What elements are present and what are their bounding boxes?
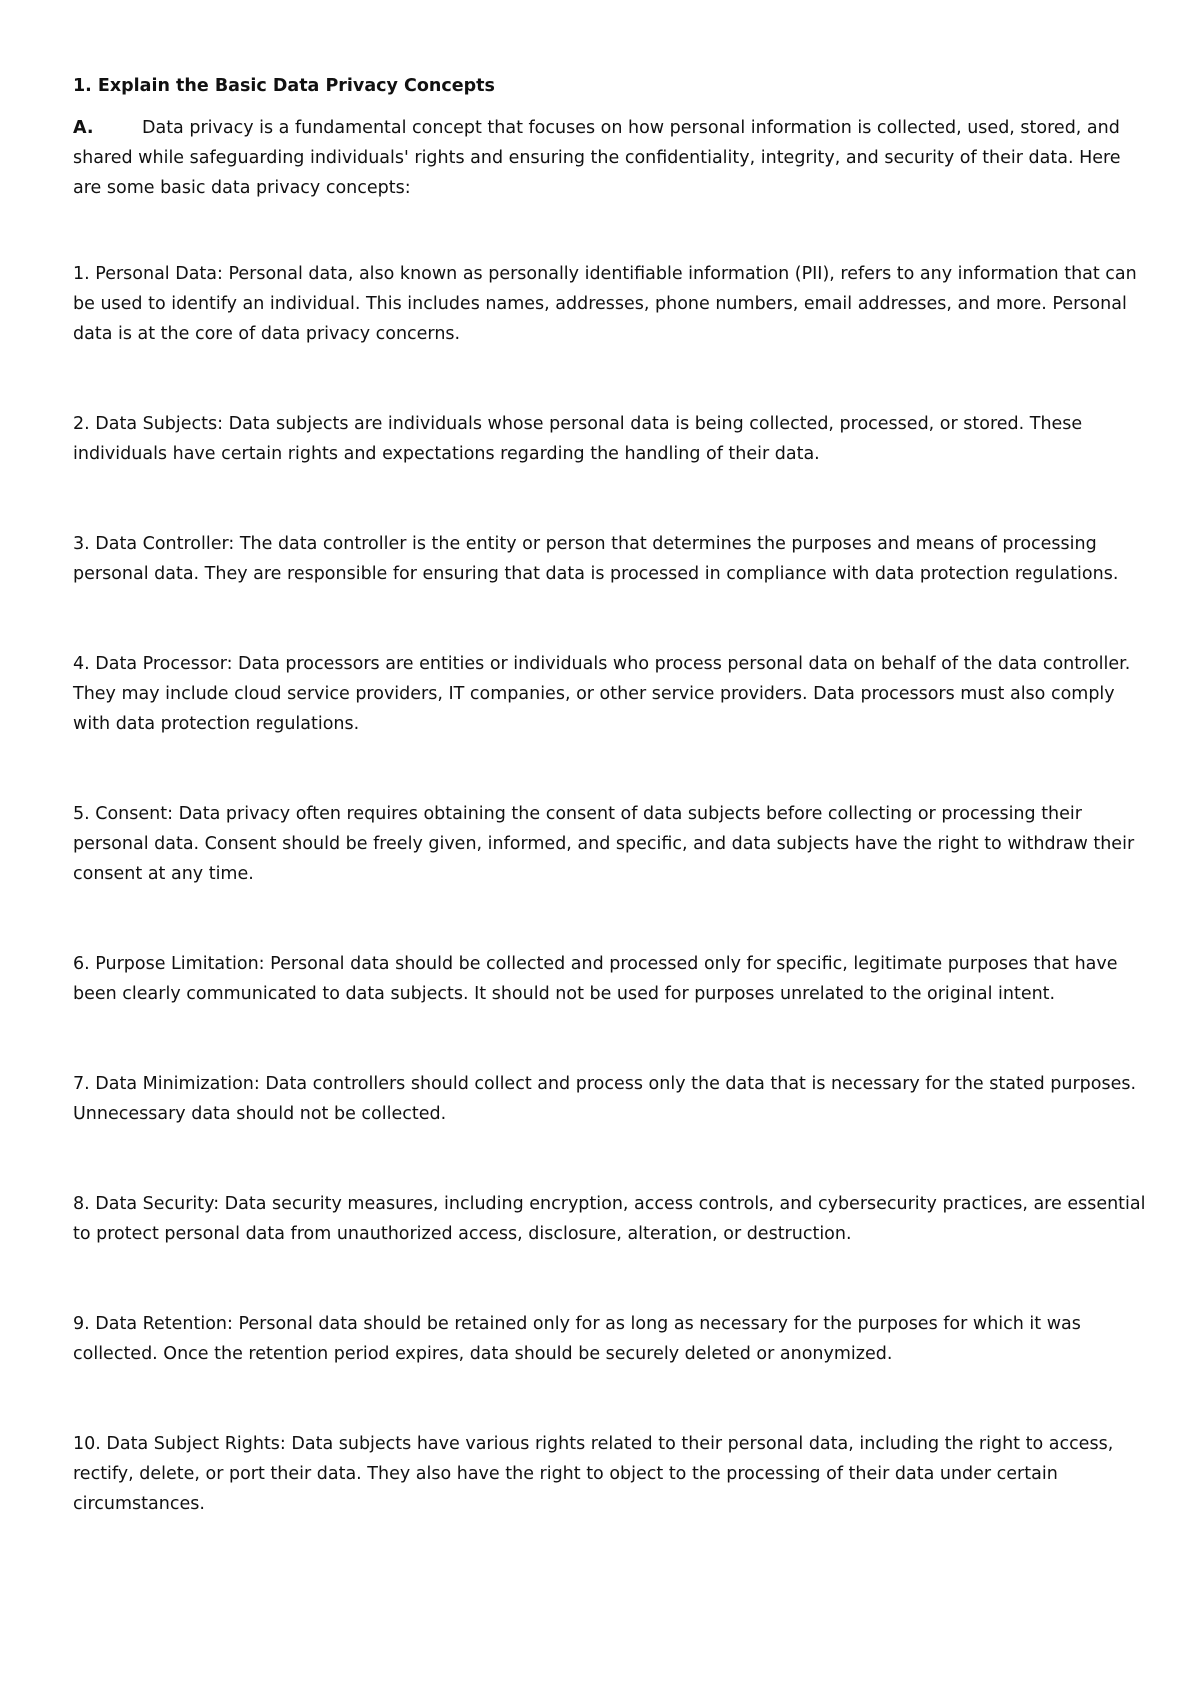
intro-text: Data privacy is a fundamental concept that focuses on how personal information is collected, used, stored, and shared while safeguarding individuals' rights and ensuring the confidentiality, integrity, and security of their data. Here are some basic data privacy concepts: [73, 118, 1121, 198]
document-body [73, 71, 1148, 1519]
intro-label: A. [73, 118, 94, 138]
concept-purpose-limitation: 6. Purpose Limitation: Personal data should be collected and processed only for specific, legitimate purposes that have been clearly communicated to data subjects. It should not be used for purposes unrelated to the original intent. [73, 954, 1118, 1004]
concept-data-security: 8. Data Security: Data security measures, including encryption, access controls, and cybersecurity practices, are essential to protect personal data from unauthorized access, disclosure, alteration, or destruction. [73, 1194, 1146, 1244]
concept-consent: 5. Consent: Data privacy often requires obtaining the consent of data subjects before collecting or processing their personal data. Consent should be freely given, informed, and specific, and data subjects have the right to withdraw their consent at any time. [73, 804, 1135, 884]
concept-data-retention: 9. Data Retention: Personal data should be retained only for as long as necessary for the purposes for which it was collected. Once the retention period expires, data should be securely deleted or anonymized. [73, 1314, 1081, 1364]
concept-data-subjects: 2. Data Subjects: Data subjects are individuals whose personal data is being collected, processed, or stored. These individuals have certain rights and expectations regarding the handling of their data. [73, 414, 1083, 464]
concept-data-controller: 3. Data Controller: The data controller is the entity or person that determines the purposes and means of processing personal data. They are responsible for ensuring that data is processed in compliance with data protection regulations. [73, 534, 1119, 584]
document-title: 1. Explain the Basic Data Privacy Concepts [73, 76, 495, 96]
concept-personal-data: 1. Personal Data: Personal data, also known as personally identifiable information (PII), refers to any information that can be used to identify an individual. This includes names, addresses, phone numbers, email addresses, and more. Personal data is at the core of data privacy concerns. [73, 264, 1137, 344]
concept-data-minimization: 7. Data Minimization: Data controllers should collect and process only the data that is necessary for the stated purposes. Unnecessary data should not be collected. [73, 1074, 1137, 1124]
concept-data-subject-rights: 10. Data Subject Rights: Data subjects have various rights related to their personal data, including the right to access, rectify, delete, or port their data. They also have the right to object to the processing of their data under certain circumstances. [73, 1434, 1114, 1514]
intro-paragraph [73, 113, 1148, 203]
concept-data-processor: 4. Data Processor: Data processors are entities or individuals who process personal data on behalf of the data controller. They may include cloud service providers, IT companies, or other service providers. Data processors must also comply with data protection regulations. [73, 654, 1131, 734]
concept-list [73, 259, 1148, 1519]
